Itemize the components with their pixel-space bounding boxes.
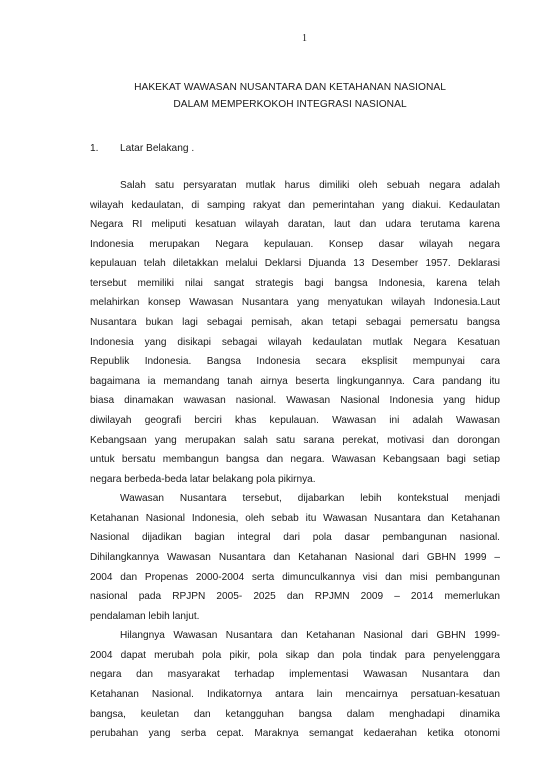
page-number: 1 (302, 33, 307, 44)
text-line: Salah satu persyaratan mutlak harus dimiliki oleh sebuah negara adalah (120, 180, 500, 191)
section-heading (90, 143, 194, 154)
text-line: melahirkan konsep Wawasan Nusantara yang menyatukan wilayah Indonesia.Laut (90, 297, 500, 309)
text-line: pendalaman lebih lanjut. (90, 610, 200, 622)
document-title-line-2: DALAM MEMPERKOKOH INTEGRASI NASIONAL (173, 99, 407, 110)
text-line: bagaimana ia memandang tanah airnya beserta lingkungannya. Cara pandang itu (90, 375, 500, 387)
text-line: Kebangsaan yang merupakan salah satu sarana perekat, motivasi dan dorongan (90, 434, 500, 446)
text-line: nasional pada RPJPN 2005- 2025 dan RPJMN 2009 – 2014 memerlukan (90, 591, 500, 603)
text-line: Ketahanan Nasional Indonesia, oleh sebab itu Wawasan Nusantara dan Ketahanan (90, 512, 500, 524)
text-line: kepulauan telah diletakkan melalui Deklarsi Djuanda 13 Desember 1957. Deklarasi (90, 258, 500, 270)
text-line: Wawasan Nusantara tersebut, dijabarkan lebih kontekstual menjadi (120, 493, 500, 505)
text-line: Hilangnya Wawasan Nusantara dan Ketahanan Nasional dari GBHN 1999- (120, 630, 500, 642)
text-line: Indonesia yang disikapi sebagai wilayah kedaulatan mutlak Negara Kesatuan (90, 336, 500, 348)
text-line: Republik Indonesia. Bangsa Indonesia secara eksplisit mempunyai cara (90, 356, 500, 368)
text-line: tersebut memiliki nilai sangat strategis bagi bangsa Indonesia, karena telah (90, 277, 500, 289)
text-line: Nasional dijadikan bagian integral dari pola dasar pembangunan nasional. (90, 532, 500, 544)
text-line: wilayah kedaulatan, di samping rakyat dan pemerintahan yang diakui. Kedaulatan (90, 199, 500, 211)
text-line: 2004 dapat merubah pola pikir, pola sikap dan pola tindak para penyelenggara (90, 649, 500, 661)
text-line: negara dan masyarakat terhadap implementasi Wawasan Nusantara dan (90, 669, 500, 681)
text-line: Ketahanan Nasional. Indikatornya antara lain mencairnya persatuan-kesatuan (90, 689, 500, 701)
document-title-line-1: HAKEKAT WAWASAN NUSANTARA DAN KETAHANAN NASIONAL (134, 82, 446, 93)
text-line: perubahan yang serba cepat. Maraknya semangat kedaerahan ketika otonomi (90, 728, 500, 740)
text-line: Nusantara bukan lagi sebagai pemisah, akan tetapi sebagai pemersatu bangsa (90, 317, 500, 329)
text-line: biasa dinamakan wawasan nasional. Wawasan Nasional Indonesia yang hidup (90, 395, 500, 407)
text-line: bangsa, keuletan dan ketangguhan bangsa dalam menghadapi dinamika (90, 708, 500, 720)
text-line: Indonesia merupakan Negara kepulauan. Konsep dasar wilayah negara (90, 238, 500, 250)
text-line: untuk bersatu membangun bangsa dan negara. Wawasan Kebangsaan bagi setiap (90, 454, 500, 466)
section-number: 1. (90, 143, 99, 154)
text-line: diwilayah geografi berciri khas kepulauan. Wawasan ini adalah Wawasan (90, 414, 500, 426)
text-line: Dihilangkannya Wawasan Nusantara dan Ketahanan Nasional dari GBHN 1999 – (90, 551, 500, 563)
text-line: 2004 dan Propenas 2000-2004 serta dimunculkannya visi dan misi pembangunan (90, 571, 500, 583)
section-title: Latar Belakang . (120, 143, 195, 154)
body-text (90, 176, 500, 744)
text-line: negara berbeda-beda latar belakang pola pikirnya. (90, 473, 316, 485)
text-line: Negara RI meliputi kesatuan wilayah daratan, laut dan udara terutama karena (90, 219, 500, 231)
